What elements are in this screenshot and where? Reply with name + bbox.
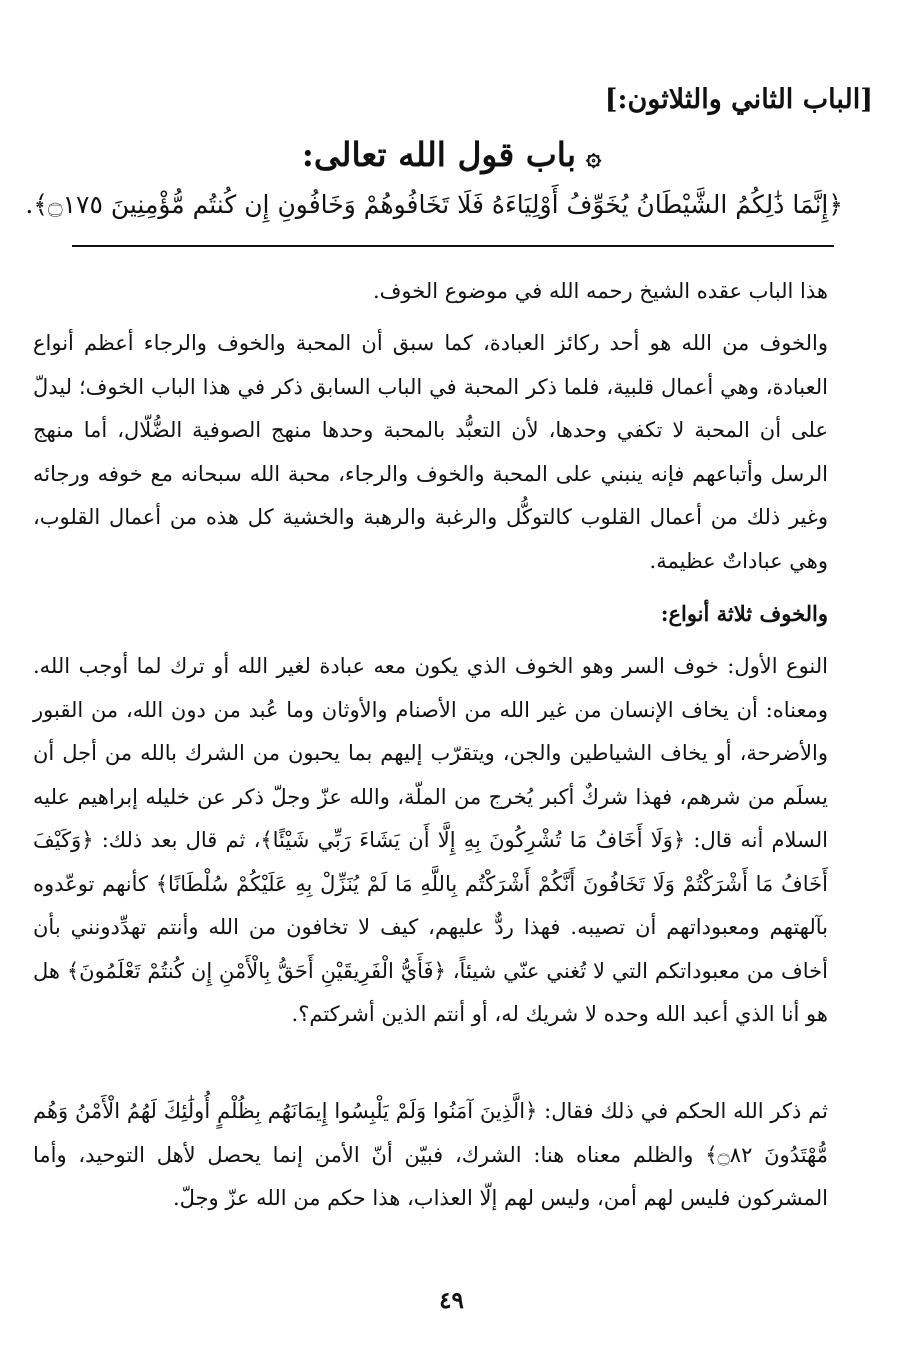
paragraph-intro: هذا الباب عقده الشيخ رحمه الله في موضوع الخوف.	[372, 279, 828, 303]
quran-verse: ﴿إِنَّمَا ذَٰلِكُمُ الشَّيْطَانُ يُخَوِّفُ أَوْلِيَاءَهُ فَلَا تَخَافُوهُمْ وَخَافُونِ إِن كُنتُم مُّؤْمِنِينَ ۝١٧٥﴾.	[25, 190, 843, 219]
page-number: ٤٩	[439, 1287, 464, 1314]
chapter-title: [الباب الثاني والثلاثون:]	[604, 84, 873, 115]
bab-title: باب قول الله تعالى:	[301, 135, 577, 174]
divider-line	[72, 245, 834, 247]
paragraph-ruling: ثم ذكر الله الحكم في ذلك فقال: ﴿الَّذِينَ آمَنُوا وَلَمْ يَلْبِسُوا إِيمَانَهُم بِظُلْمٍ أُولَٰئِكَ لَهُمُ الْأَمْنُ وَهُم مُّهْتَدُونَ ۝٨٢﴾ والظلم معناه هنا: الشرك، فبيّن أنّ الأمن إنما يحصل لأهل التوحيد، وأما المشركون فليس لهم أمن، وليس لهم إلّا العذاب، هذا حكم من الله عزّ وجلّ.	[33, 1099, 828, 1210]
ornament-icon: ۞	[586, 142, 602, 172]
section-heading-fear-types: والخوف ثلاثة أنواع:	[660, 601, 828, 626]
paragraph-first-type: النوع الأول: خوف السر وهو الخوف الذي يكون معه عبادة لغير الله أو ترك لما أوجب الله. ومعناه: أن يخاف الإنسان من غير الله من الأصنام والأوثان وما عُبد من دون الله، من القبور والأضرحة، أو يخاف الشياطين والجن، ويتقرّب إليهم بما يحبون من الشرك بالله من أجل أن يسلَم من شرهم، فهذا شركٌ أكبر يُخرج من الملّة، والله عزّ وجلّ ذكر عن خليله إبراهيم عليه السلام أنه قال: ﴿وَلَا أَخَافُ مَا تُشْرِكُونَ بِهِ إِلَّا أَن يَشَاءَ رَبِّي شَيْئًا﴾، ثم قال بعد ذلك: ﴿وَكَيْفَ أَخَافُ مَا أَشْرَكْتُمْ وَلَا تَخَافُونَ أَنَّكُمْ أَشْرَكْتُم بِاللَّهِ مَا لَمْ يُنَزِّلْ بِهِ عَلَيْكُمْ سُلْطَانًا﴾ كأنهم توعّدوه بآلهتهم ومعبوداتهم أن تصيبه. فهذا ردٌّ عليهم، كيف لا تخافون من الله وأنتم تهدِّدونني بأن أخاف من معبوداتكم التي لا تُغني عنّي شيئاً، ﴿فَأَيُّ الْفَرِيقَيْنِ أَحَقُّ بِالْأَمْنِ إِن كُنتُمْ تَعْلَمُونَ﴾ هل هو أنا الذي أعبد الله وحده لا شريك له، أو أنتم الذين أشركتم؟.	[33, 654, 828, 1026]
paragraph-fear-pillar: والخوف من الله هو أحد ركائز العبادة، كما سبق أن المحبة والخوف والرجاء أعظم أنواع العبادة، وهي أعمال قلبية، فلما ذكر المحبة في الباب السابق ذكر في هذا الباب الخوف؛ ليدلّ على أن المحبة لا تكفي وحدها، لأن التعبُّد بالمحبة وحدها منهج الصوفية الضُّلّال، أما منهج الرسل وأتباعهم فإنه ينبني على المحبة والخوف والرجاء، محبة الله سبحانه مع خوفه ورجائه وغير ذلك من أعمال القلوب كالتوكُّل والرغبة والرهبة والخشية كل هذه من أعمال القلوب، وهي عباداتٌ عظيمة.	[33, 331, 828, 573]
bab-heading	[0, 135, 903, 174]
